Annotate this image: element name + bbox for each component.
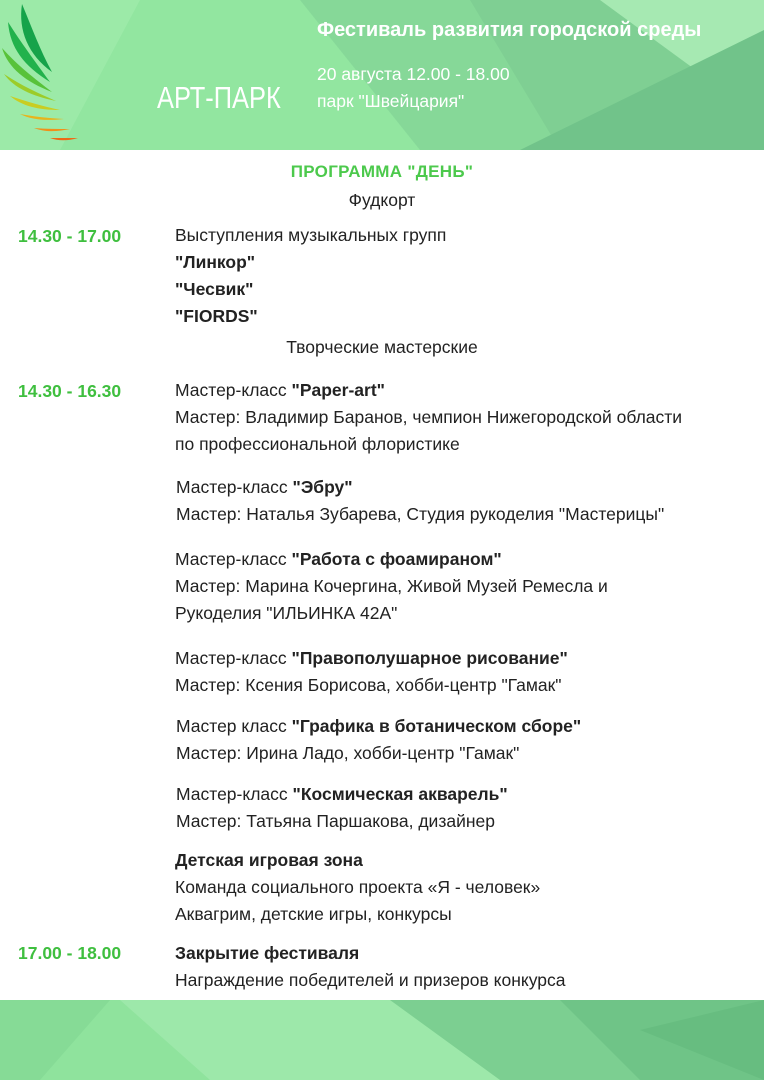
workshop-master: Мастер: Ксения Борисова, хобби-центр "Гамак" xyxy=(175,675,562,695)
workshop-name: "Графика в ботаническом сборе" xyxy=(291,716,582,736)
workshop-master: Мастер: Ирина Ладо, хобби-центр "Гамак" xyxy=(176,743,520,763)
workshop-name: "Paper-art" xyxy=(291,380,385,400)
workshop-name: "Космическая акварель" xyxy=(292,784,508,804)
kids-zone-title: Детская игровая зона xyxy=(175,850,363,870)
festival-date: 20 августа 12.00 - 18.00 xyxy=(317,64,510,84)
workshop-master: Мастер: Наталья Зубарева, Студия рукоделия "Мастерицы" xyxy=(176,504,665,524)
time-closing: 17.00 - 18.00 xyxy=(18,943,122,963)
workshop-name: "Эбру" xyxy=(292,477,353,497)
festival-place: парк "Швейцария" xyxy=(317,91,465,111)
workshop-master: Мастер: Марина Кочергина, Живой Музей Ремесла и xyxy=(175,576,608,596)
band-name: "FIORDS" xyxy=(175,306,258,326)
kids-zone-line: Команда социального проекта «Я - человек» xyxy=(175,877,541,897)
workshop-master: по профессиональной флористике xyxy=(175,434,460,454)
kids-zone xyxy=(175,847,540,928)
time-workshops: 14.30 - 16.30 xyxy=(18,381,122,401)
workshop-item xyxy=(175,645,568,699)
logo-wings-icon xyxy=(0,0,200,150)
footer-background xyxy=(0,1000,764,1080)
workshop-name: "Работа с фоамираном" xyxy=(291,549,502,569)
footer-banner xyxy=(0,1000,764,1080)
program-title: ПРОГРАММА "ДЕНЬ" xyxy=(290,162,474,181)
workshop-prefix: Мастер-класс xyxy=(175,648,292,668)
closing-line: Награждение победителей и призеров конкурса xyxy=(175,970,566,990)
workshop-master: Рукоделия "ИЛЬИНКА 42А" xyxy=(175,603,398,623)
workshop-item xyxy=(176,713,581,767)
section-creative: Творческие мастерские xyxy=(286,337,478,357)
logo-text: АРТ-ПАРК xyxy=(157,80,281,115)
workshop-prefix: Мастер-класс xyxy=(176,477,293,497)
closing-title: Закрытие фестиваля xyxy=(175,943,360,963)
kids-zone-line: Аквагрим, детские игры, конкурсы xyxy=(175,904,452,924)
workshop-prefix: Мастер-класс xyxy=(176,784,293,804)
workshop-prefix: Мастер-класс xyxy=(175,549,292,569)
workshop-prefix: Мастер-класс xyxy=(175,380,292,400)
workshop-prefix: Мастер класс xyxy=(176,716,292,736)
workshop-master: Мастер: Татьяна Паршакова, дизайнер xyxy=(176,811,495,831)
band-name: "Линкор" xyxy=(175,252,256,272)
header-banner xyxy=(0,0,764,150)
workshop-item xyxy=(175,377,682,458)
time-music: 14.30 - 17.00 xyxy=(18,226,122,246)
festival-title: Фестиваль развития городской среды xyxy=(317,19,702,41)
band-name: "Чесвик" xyxy=(175,279,254,299)
workshop-item xyxy=(175,546,608,627)
workshop-master: Мастер: Владимир Баранов, чемпион Нижегородской области xyxy=(175,407,683,427)
workshop-name: "Правополушарное рисование" xyxy=(291,648,568,668)
section-foodcourt: Фудкорт xyxy=(348,190,416,210)
workshop-item xyxy=(176,781,508,835)
music-block xyxy=(175,222,446,330)
music-label: Выступления музыкальных групп xyxy=(175,225,447,245)
closing-block xyxy=(175,940,566,994)
workshop-item xyxy=(176,474,664,528)
